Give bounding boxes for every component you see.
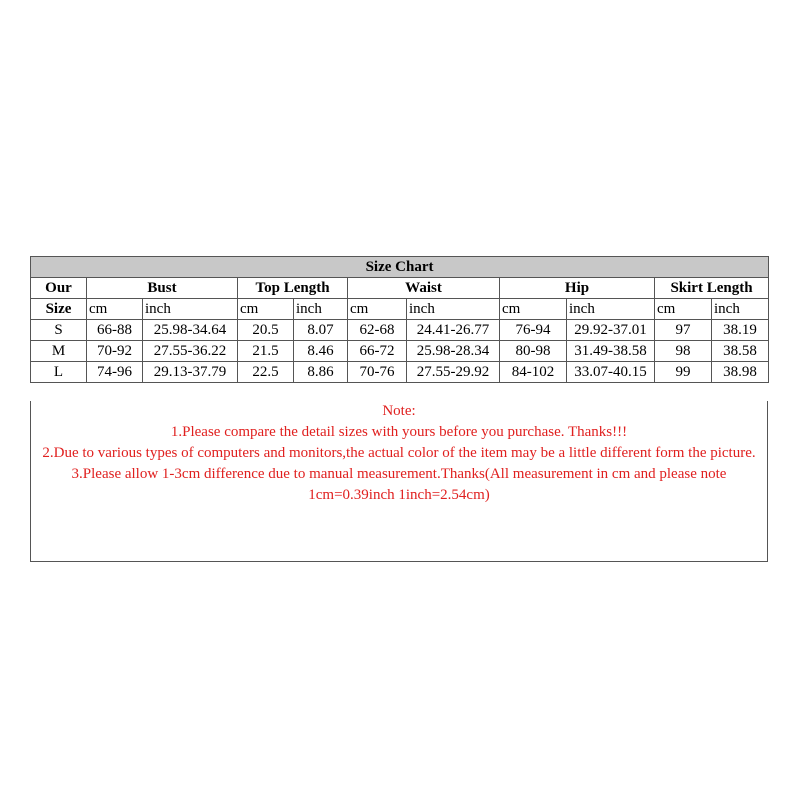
table-cell: 74-96: [87, 362, 143, 383]
size-cell: L: [31, 362, 87, 383]
unit-inch: inch: [143, 299, 238, 320]
table-row: [31, 320, 769, 341]
table-cell: 38.98: [712, 362, 769, 383]
table-cell: 20.5: [238, 320, 294, 341]
header-hip: Hip: [500, 278, 655, 299]
table-row: [31, 362, 769, 383]
table-cell: 70-92: [87, 341, 143, 362]
table-cell: 76-94: [500, 320, 567, 341]
table-cell: 29.92-37.01: [567, 320, 655, 341]
unit-inch: inch: [712, 299, 769, 320]
size-chart-table: [30, 256, 769, 383]
table-cell: 66-88: [87, 320, 143, 341]
table-cell: 27.55-36.22: [143, 341, 238, 362]
table-cell: 8.86: [294, 362, 348, 383]
header-our: Our: [31, 278, 87, 299]
note-box: [30, 401, 768, 562]
table-cell: 33.07-40.15: [567, 362, 655, 383]
table-cell: 98: [655, 341, 712, 362]
header-skirt-length: Skirt Length: [655, 278, 769, 299]
unit-cm: cm: [348, 299, 407, 320]
unit-cm: cm: [500, 299, 567, 320]
table-cell: 25.98-28.34: [407, 341, 500, 362]
table-cell: 38.58: [712, 341, 769, 362]
table-cell: 29.13-37.79: [143, 362, 238, 383]
header-top-length: Top Length: [238, 278, 348, 299]
table-cell: 8.07: [294, 320, 348, 341]
header-size: Size: [31, 299, 87, 320]
table-cell: 70-76: [348, 362, 407, 383]
table-cell: 31.49-38.58: [567, 341, 655, 362]
table-cell: 84-102: [500, 362, 567, 383]
unit-inch: inch: [294, 299, 348, 320]
note-line-2: 2.Due to various types of computers and monitors,the actual color of the item may be a little different form the picture.: [42, 445, 756, 461]
table-cell: 21.5: [238, 341, 294, 362]
size-chart: [30, 256, 768, 562]
table-cell: 99: [655, 362, 712, 383]
note-heading: Note:: [382, 403, 416, 419]
unit-cm: cm: [87, 299, 143, 320]
table-cell: 62-68: [348, 320, 407, 341]
unit-inch: inch: [567, 299, 655, 320]
size-cell: S: [31, 320, 87, 341]
table-cell: 25.98-34.64: [143, 320, 238, 341]
chart-title: Size Chart: [31, 257, 769, 278]
table-cell: 8.46: [294, 341, 348, 362]
header-bust: Bust: [87, 278, 238, 299]
note-line-3: 3.Please allow 1-3cm difference due to manual measurement.Thanks(All measurement in cm and please note 1cm=0.39inch 1inch=2.54cm): [71, 466, 727, 503]
table-cell: 22.5: [238, 362, 294, 383]
table-cell: 27.55-29.92: [407, 362, 500, 383]
table-cell: 38.19: [712, 320, 769, 341]
note-line-1: 1.Please compare the detail sizes with yours before you purchase. Thanks!!!: [170, 424, 628, 440]
header-waist: Waist: [348, 278, 500, 299]
table-row: [31, 341, 769, 362]
table-cell: 80-98: [500, 341, 567, 362]
unit-inch: inch: [407, 299, 500, 320]
unit-cm: cm: [238, 299, 294, 320]
unit-cm: cm: [655, 299, 712, 320]
size-cell: M: [31, 341, 87, 362]
table-cell: 66-72: [348, 341, 407, 362]
table-cell: 24.41-26.77: [407, 320, 500, 341]
table-cell: 97: [655, 320, 712, 341]
